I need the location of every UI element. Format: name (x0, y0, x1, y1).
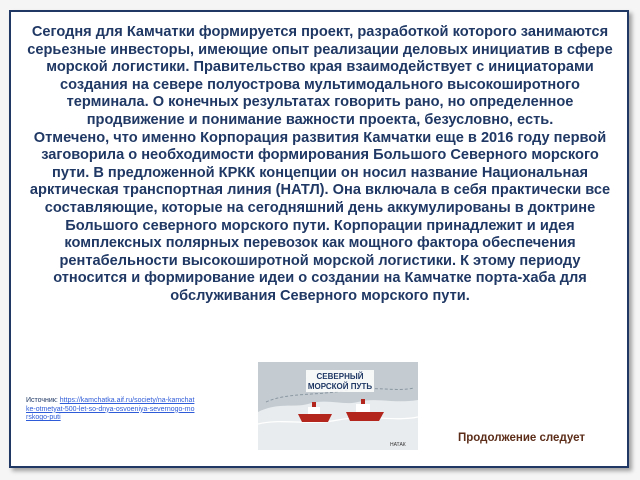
map-title-line2: МОРСКОЙ ПУТЬ (307, 382, 373, 391)
northern-sea-route-map-image (258, 362, 418, 450)
map-corner-label: НАТАК (390, 442, 406, 448)
map-title-line1: СЕВЕРНЫЙ (316, 372, 364, 381)
source-citation (26, 397, 196, 423)
source-label: Источник: (26, 397, 58, 404)
article-text (25, 24, 615, 306)
article-paragraph-2: Отмечено, что именно Корпорация развития Камчатки еще в 2016 году первой заговорила о необходимости формирования Большого Северного морского пути. В предложенной КРКК концепции он носил название Национальная арктическая транспортная линия (НАТЛ). Она включала в себя практически все составляющие, которые на сегодняшний день аккумулированы в доктрине Большого северного морского пути. Корпорации принадлежит и идея комплексных полярных перевозок как мощного фактора обеспечения рентабельности высокоширотной морской логистики. К этому периоду относится и формирование идеи о создании на Камчатке порта-хаба для обслуживания Северного морского пути. (29, 129, 611, 304)
continued-note: Продолжение следует (458, 432, 586, 444)
map-illustration (258, 362, 418, 450)
article-paragraph-1: Сегодня для Камчатки формируется проект, разработкой которого занимаются серьезные инвесторы, имеющие опыт реализации деловых инициатив в сфере морской логистики. Правительство края взаимодействует с инициаторами создания на севере полуострова мультимодального высокоширотного терминала. О конечных результатах говорить рано, но определенное продвижение и понимание важности проекта, безусловно, есть. (27, 24, 613, 128)
source-link[interactable]: https://kamchatka.aif.ru/society/na-kamchatke-otmetyat-500-let-so-dnya-osvoeniya-severnogo-morskogo-puti (26, 397, 195, 422)
